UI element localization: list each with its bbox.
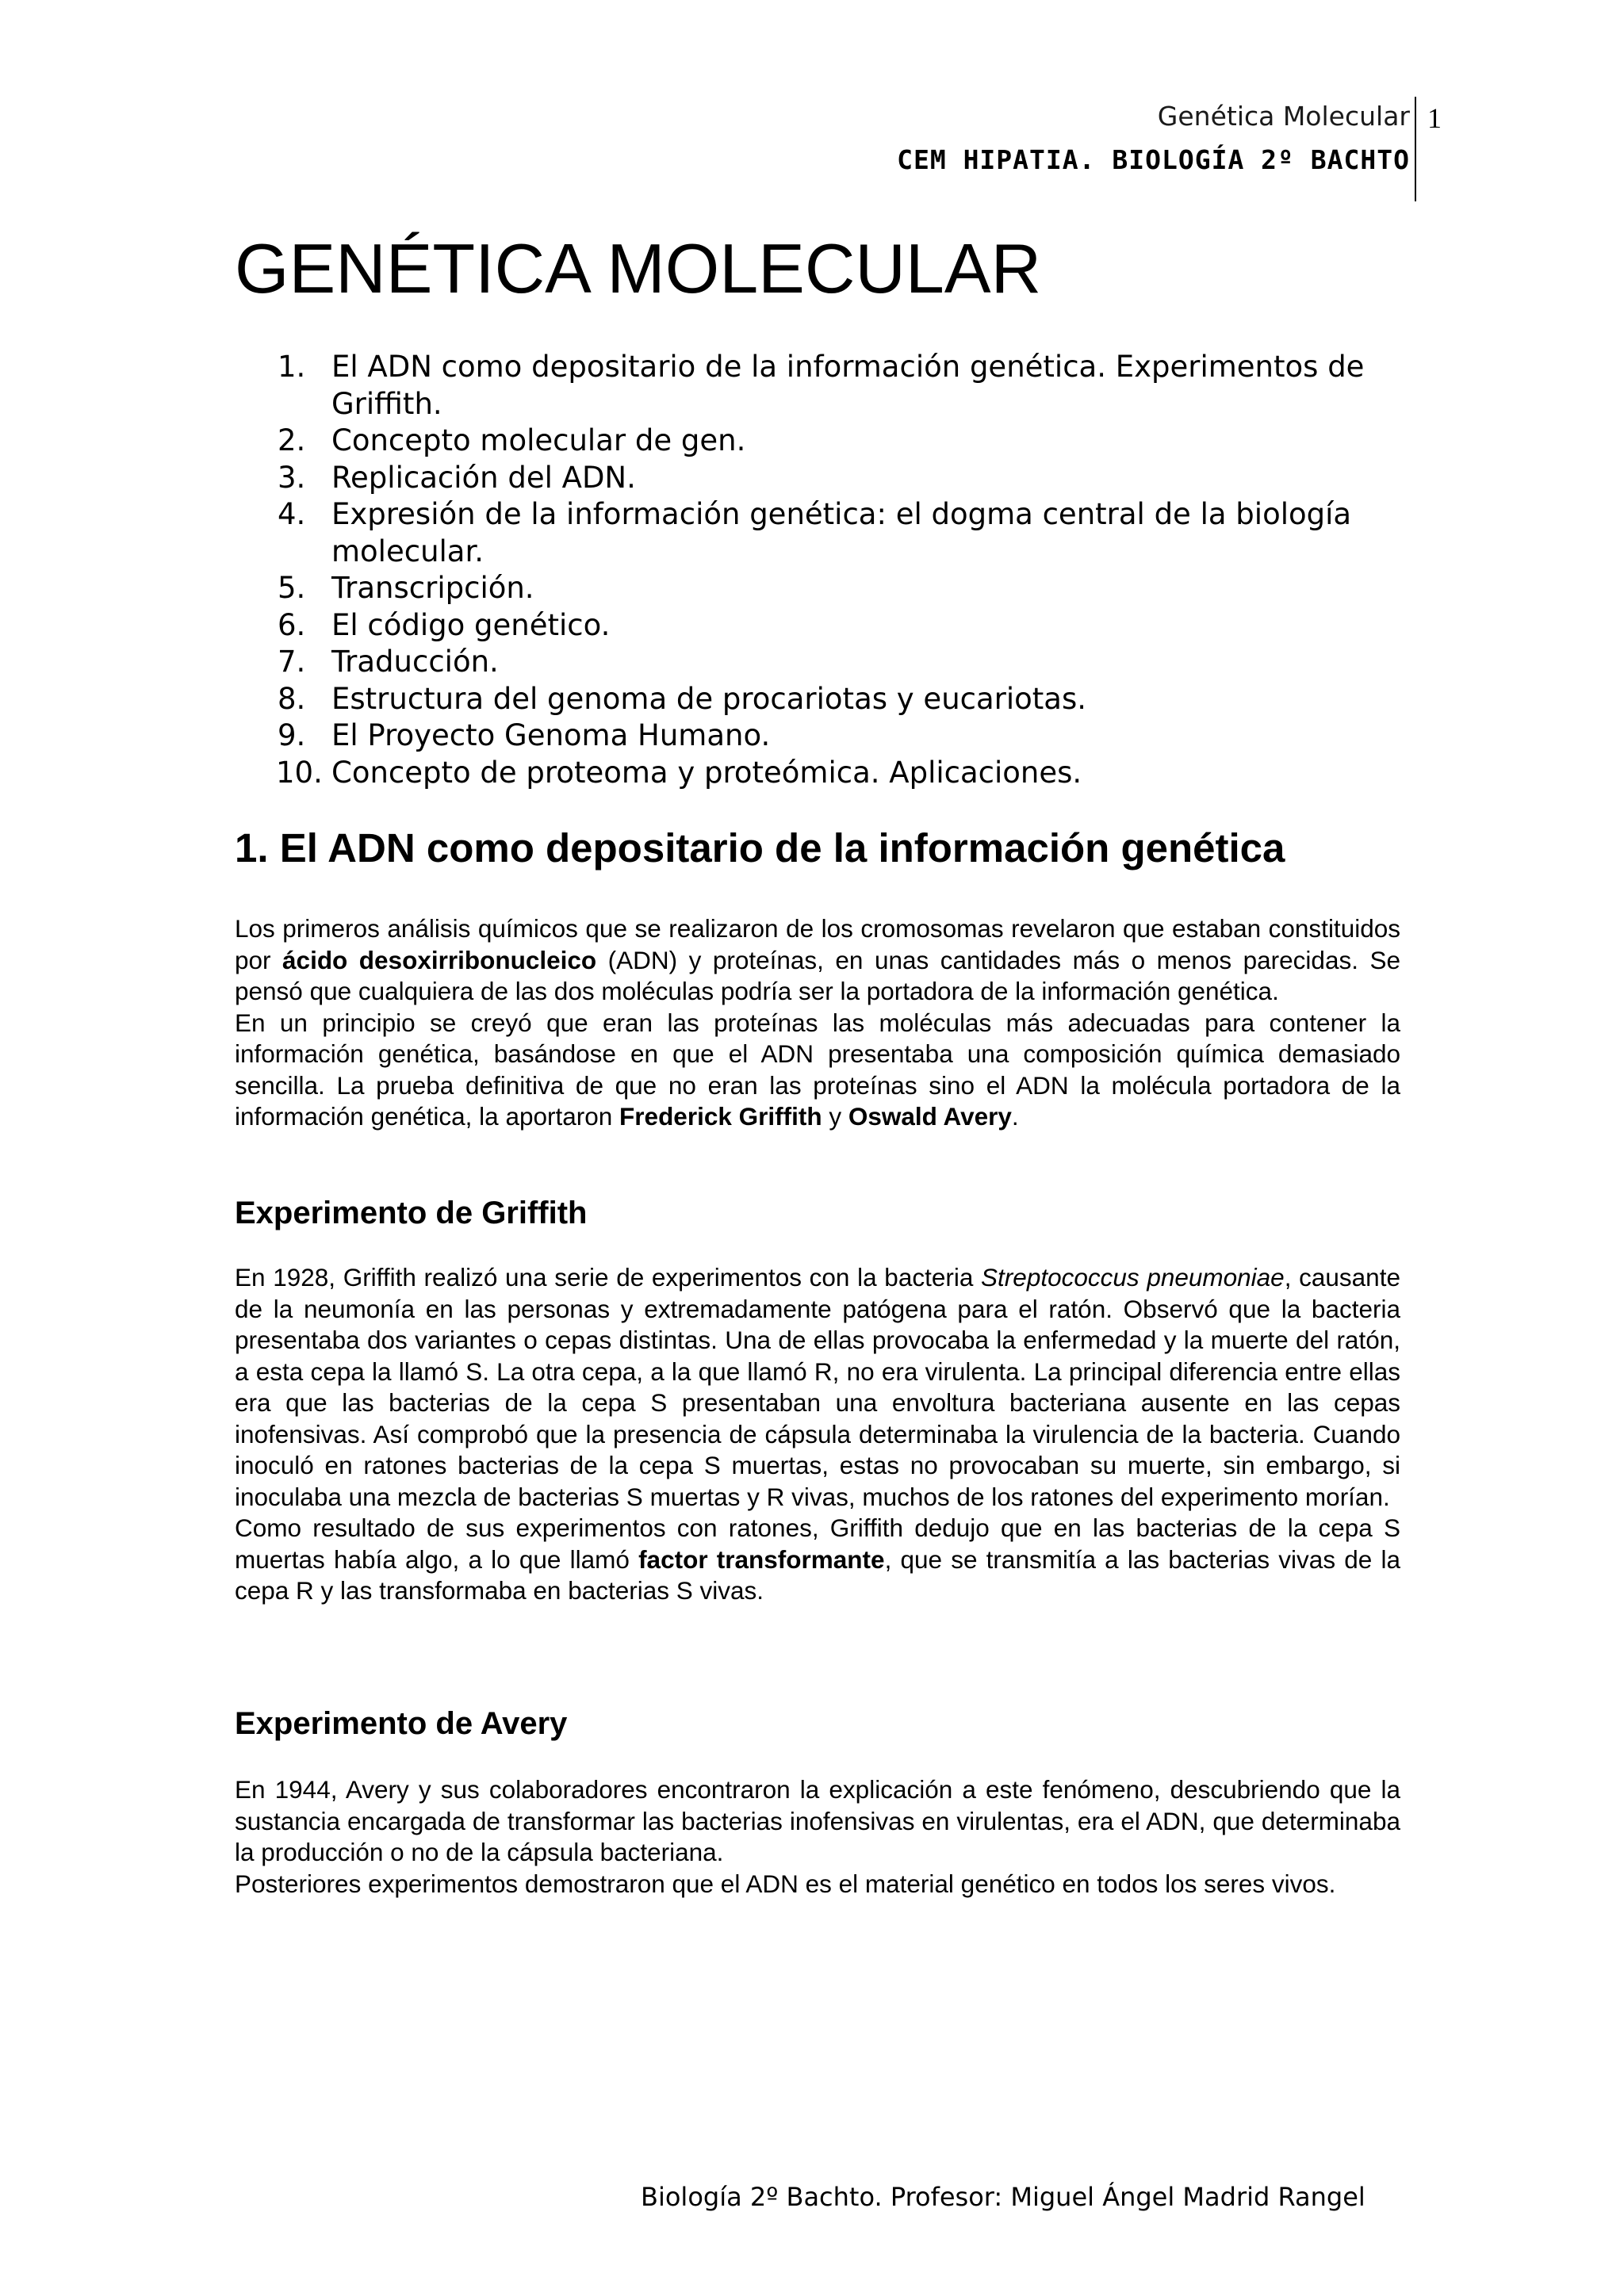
toc-item: 6. El código genético. <box>278 607 611 642</box>
subsection-heading-griffith: Experimento de Griffith <box>235 1196 588 1230</box>
toc-item: 7. Traducción. <box>278 645 499 679</box>
toc-item: 10. Concepto de proteoma y proteómica. Aplicaciones. <box>276 755 1082 790</box>
toc-item: 3. Replicación del ADN. <box>278 460 636 495</box>
document-title: GENÉTICA MOLECULAR <box>235 229 1042 308</box>
page-header <box>458 97 1410 184</box>
toc-item: 8. Estructura del genoma de procariotas y eucariotas. <box>278 681 1087 716</box>
toc-item: 4. Expresión de la información genética: el dogma central de la biología molecular. <box>278 497 1352 568</box>
toc-item: 2. Concepto molecular de gen. <box>278 423 746 457</box>
avery-paragraph: En 1944, Avery y sus colaboradores encontraron la explicación a este fenómeno, descubriendo que la sustancia encargada de transformar las bacterias inofensivas en virulentas, era el ADN, que determinaba la producción o no de la cápsula bacteriana. Posteriores experimentos demostraron que el ADN es el material genético en todos los seres vivos. <box>235 1775 1400 1898</box>
subsection-heading-avery: Experimento de Avery <box>235 1706 568 1741</box>
toc-item: 9. El Proyecto Genoma Humano. <box>278 718 771 752</box>
section1-paragraph: Los primeros análisis químicos que se realizaron de los cromosomas revelaron que estaban constituidos por ácido desoxirribonucleico (ADN) y proteínas, en unas cantidades más o menos parecidas. Se pensó que cualquiera de las dos moléculas podría ser la portadora de la información genética. En un principio se creyó que eran las proteínas las moléculas más adecuadas para contener la información genética, basándose en que el ADN presentaba una composición química demasiado sencilla. La prueba definitiva de que no eran las proteínas sino el ADN la molécula portadora de la información genética, la aportaron Frederick Griffith y Oswald Avery. <box>235 914 1400 1131</box>
page-number: 1 <box>1427 102 1442 134</box>
header-divider <box>1415 97 1416 201</box>
toc-item: 1. El ADN como depositario de la información genética. Experimentos de Griffith. <box>278 350 1365 421</box>
griffith-paragraph: En 1928, Griffith realizó una serie de experimentos con la bacteria Streptococcus pneumoniae, causante de la neumonía en las personas y extremadamente patógena para el ratón. Observó que la bacteria presentaba dos variantes o cepas distintas. Una de ellas provocaba la enfermedad y la muerte del ratón, a esta cepa la llamó S. La otra cepa, a la que llamó R, no era virulenta. La principal diferencia entre ellas era que las bacterias de la cepa S presentaban una envoltura bacteriana ausente en las cepas inofensivas. Así comprobó que la presencia de cápsula determinaba la virulencia de la bacteria. Cuando inoculó en ratones bacterias de la cepa S muertas, estas no provocaban su muerte, sin embargo, si inoculaba una mezcla de bacterias S muertas y R vivas, muchos de los ratones del experimento morían. Como resultado de sus experimentos con ratones, Griffith dedujo que en las bacterias de la cepa S muertas había algo, a lo que llamó factor transformante, que se transmitía a las bacterias vivas de la cepa R y las transformaba en bacterias S vivas. <box>235 1263 1400 1605</box>
page-footer: Biología 2º Bachto. Profesor: Miguel Ángel Madrid Rangel <box>641 2182 1365 2212</box>
header-title: Genética Molecular <box>1157 101 1410 132</box>
section-heading: 1. El ADN como depositario de la información genética <box>235 825 1285 871</box>
toc-item: 5. Transcripción. <box>278 571 534 605</box>
table-of-contents <box>278 349 1404 791</box>
header-school: CEM HIPATIA. BIOLOGÍA 2º BACHTO <box>897 144 1410 175</box>
